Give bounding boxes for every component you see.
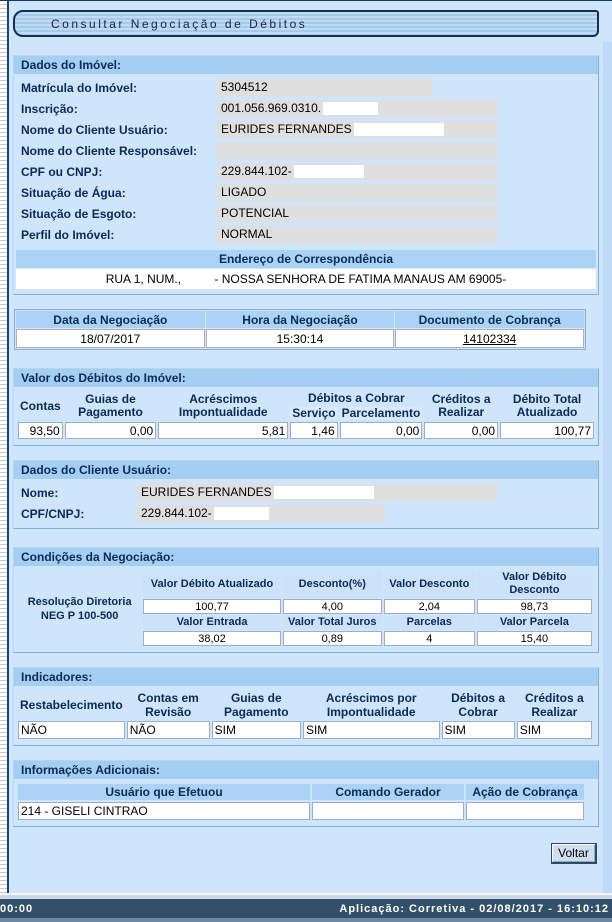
situacao-esgoto-field [217,205,497,222]
condicoes-table [16,569,594,648]
right-edge-band [603,42,612,893]
left-texture-border [0,1,7,893]
col-debitos-a-cobrar-ind: Débitos a Cobrar [451,691,506,719]
acrescimos-value: 5,81 [158,422,288,439]
guias-value: 0,00 [65,422,157,439]
status-application-info: Aplicação: Corretiva - 02/08/2017 - 16:10:12 [339,902,609,915]
col-comando-gerador: Comando Gerador [312,784,464,800]
situacao-agua-label: Situação de Água: [21,185,126,200]
cliente-cpf-value: 229.844.102- [141,506,212,520]
cliente-nome-value: EURIDES FERNANDES [141,485,272,499]
endereco-value: RUA 1, NUM., - NOSSA SENHORA DE FATIMA MANAUS AM 69005- [16,269,596,289]
negociacao-value-row [16,329,584,348]
perfil-imovel-value: NORMAL [221,227,273,241]
col-parcelamento: Parcelamento [341,406,421,420]
col-debito-total: Débito Total Atualizado [512,392,582,419]
hora-negociacao-value: 15:30:14 [206,329,395,348]
col-creditos-a-realizar-ind: Créditos a Realizar [525,691,584,719]
field-row-nome-responsavel [14,140,598,161]
condicoes-header-row-1 [18,571,592,597]
col-parcelas: Parcelas [384,616,475,629]
desconto-pct-value: 4,00 [283,599,382,614]
section-dados-cliente [13,460,599,529]
left-border-line [7,1,9,893]
matricula-label: Matrícula do Imóvel: [21,80,138,95]
info-header-row [18,784,584,800]
contas-value: 93,50 [18,422,63,439]
col-desconto-pct: Desconto(%) [283,571,382,597]
data-negociacao-value: 18/07/2017 [16,329,205,348]
button-row [13,843,599,864]
section-header-info-adicionais: Informações Adicionais: [14,761,598,779]
comando-gerador-value [312,802,464,820]
status-bar [0,899,612,918]
indicadores-table [16,689,594,741]
col-valor-desconto: Valor Desconto [384,571,475,597]
acrescimos-impontualidade-value: SIM [303,721,440,739]
field-row-nome-usuario [14,119,598,140]
contas-em-revisao-value: NÃO [127,721,210,739]
section-valor-debitos [13,368,599,446]
valor-debito-atualizado-value: 100,77 [143,599,280,614]
resolucao-diretoria-label [18,571,141,646]
window-top-border [0,0,612,1]
cliente-nome-label: Nome: [21,485,59,500]
status-timer: 00:00 [0,902,34,915]
valor-total-juros-value: 0,89 [283,631,382,646]
nome-usuario-field [217,121,497,138]
section-header-condicoes: Condições da Negociação: [14,548,598,566]
col-guias-pagamento: Guias de Pagamento [78,392,143,419]
col-acrescimos-por-impontualidade: Acréscimos por Impontualidade [325,691,417,719]
field-row-cpf-cnpj [14,161,598,182]
col-valor-debito-atualizado: Valor Débito Atualizado [143,571,280,597]
negociacao-header-row [16,311,584,328]
main-content [13,10,599,864]
cpf-cnpj-label: CPF ou CNPJ: [21,164,103,179]
resolucao-line1: Resolução Diretoria [27,595,132,608]
perfil-imovel-label: Perfil do Imóvel: [21,227,115,242]
nome-responsavel-field [217,142,497,159]
situacao-agua-value: LIGADO [221,185,267,199]
col-usuario-efetuou: Usuário que Efetuou [18,784,310,800]
redaction-patch [323,102,378,115]
situacao-esgoto-label: Situação de Esgoto: [21,206,137,221]
nome-responsavel-label: Nome do Cliente Responsável: [21,143,198,158]
servico-value: 1,46 [290,422,337,439]
col-guias-de-pagamento: Guias de Pagamento [223,691,289,719]
valor-desconto-value: 2,04 [384,599,475,614]
col-documento-cobranca: Documento de Cobrança [395,311,584,328]
cliente-nome-field [137,484,497,501]
col-creditos-realizar: Créditos a Realizar [431,392,491,419]
situacao-esgoto-value: POTENCIAL [221,206,290,220]
resolucao-line2: NEG P 100-500 [40,609,119,622]
col-valor-parcela: Valor Parcela [477,616,592,629]
endereco-header: Endereço de Correspondência [16,250,596,268]
field-row-situacao-esgoto [14,203,598,224]
nome-usuario-label: Nome do Cliente Usuário: [21,122,168,137]
info-values-row [18,802,584,820]
situacao-agua-field [217,184,497,201]
valor-parcela-value: 15,40 [477,631,592,646]
col-valor-debito-desconto: Valor Débito Desconto [477,571,592,597]
indicadores-header-row [18,691,592,719]
field-row-situacao-agua [14,182,598,203]
creditos-a-realizar-value: SIM [517,721,592,739]
field-row-perfil-imovel [14,224,598,245]
acao-cobranca-value [466,802,584,820]
col-acao-cobranca: Ação de Cobrança [466,784,584,800]
cliente-cpf-label: CPF/CNPJ: [21,506,85,521]
matricula-field [217,79,432,96]
indicadores-values-row [18,721,592,739]
redaction-patch [294,165,364,178]
section-header-indicadores: Indicadores: [14,668,598,686]
inscricao-field [217,100,497,117]
inscricao-label: Inscrição: [21,101,78,116]
restabelecimento-value: NÃO [18,721,125,739]
section-header-dados-imovel: Dados do Imóvel: [14,56,598,74]
window-bottom-border [0,918,612,922]
section-header-dados-cliente: Dados do Cliente Usuário: [14,461,598,479]
creditos-value: 0,00 [424,422,498,439]
field-row-inscricao [14,98,598,119]
valor-values-row [18,422,594,439]
documento-cobranca-link[interactable]: 14102334 [462,331,517,346]
col-valor-total-juros: Valor Total Juros [283,616,382,629]
section-indicadores [13,667,599,746]
negociacao-table [14,309,586,350]
perfil-imovel-field [217,226,497,243]
inscricao-value: 001.056.969.0310. [221,101,322,115]
col-servico: Serviço [292,406,336,420]
matricula-value: 5304512 [221,80,268,94]
info-adicionais-table [16,782,586,822]
col-valor-entrada: Valor Entrada [143,616,280,629]
cliente-cpf-field [137,505,385,522]
page-title [13,10,599,37]
section-dados-imovel [13,55,599,295]
parcelamento-value: 0,00 [340,422,423,439]
cpf-cnpj-value: 229.844.102- [221,164,292,178]
col-contas: Contas [20,398,61,413]
col-hora-negociacao: Hora da Negociação [206,311,395,328]
voltar-button[interactable]: Voltar [551,843,597,864]
col-restabelecimento: Restabelecimento [20,698,123,712]
col-contas-em-revisao: Contas em Revisão [137,691,199,719]
documento-cobranca-cell [395,329,584,348]
section-header-valor-debitos: Valor dos Débitos do Imóvel: [14,369,598,387]
col-acrescimos: Acréscimos Impontualidade [178,392,268,419]
usuario-efetuou-value: 214 - GISELI CINTRAO [18,802,310,820]
cpf-cnpj-field [217,163,497,180]
col-data-negociacao: Data da Negociação [16,311,205,328]
debitos-a-cobrar-value: SIM [442,721,515,739]
col-debitos-a-cobrar: Débitos a Cobrar [307,391,405,405]
page-title-text: Consultar Negociação de Débitos [51,16,308,31]
nome-usuario-value: EURIDES FERNANDES [221,122,352,136]
redaction-patch [214,507,269,520]
valor-debito-desconto-value: 98,73 [477,599,592,614]
section-condicoes [13,547,599,653]
redaction-patch [274,486,374,499]
parcelas-value: 4 [384,631,475,646]
valor-entrada-value: 38,02 [143,631,280,646]
debito-total-value: 100,77 [500,422,594,439]
field-row-matricula [14,77,598,98]
redaction-patch [354,123,444,136]
field-row-cliente-nome [14,482,598,503]
valor-debitos-table [16,390,596,441]
guias-de-pagamento-value: SIM [212,721,301,739]
section-info-adicionais [13,760,599,827]
field-row-cliente-cpf [14,503,598,524]
valor-header-row-1 [18,392,594,405]
